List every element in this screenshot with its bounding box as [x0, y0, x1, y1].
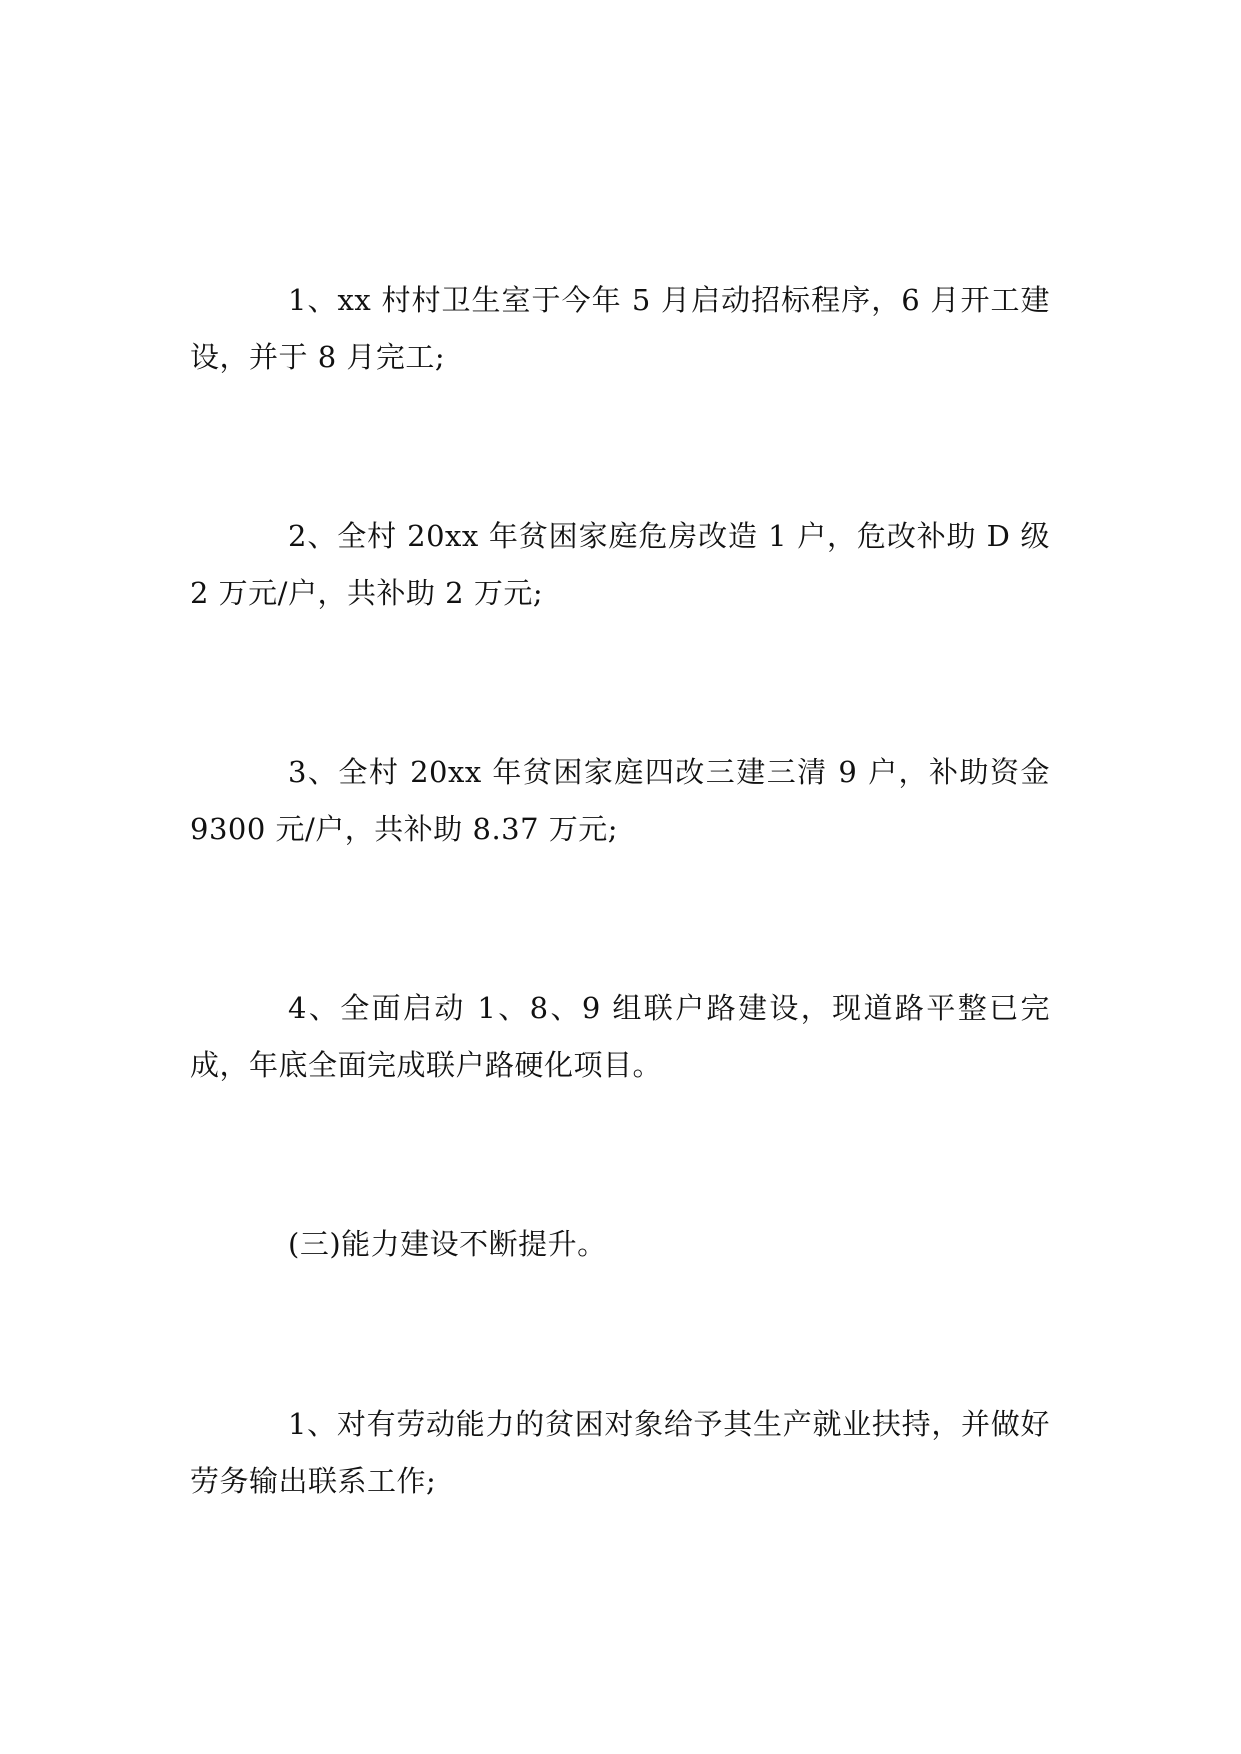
paragraph-dangerous-house-renovation: 2、全村 20xx 年贫困家庭危房改造 1 户，危改补助 D 级 2 万元/户，共补助 2 万元;: [190, 519, 1050, 610]
section-heading-capacity-building: (三)能力建设不断提升。: [288, 1227, 607, 1261]
paragraph-road-construction: 4、全面启动 1、8、9 组联户路建设，现道路平整已完成，年底全面完成联户路硬化项目。: [190, 991, 1050, 1082]
paragraph-four-reforms-subsidy: 3、全村 20xx 年贫困家庭四改三建三清 9 户，补助资金 9300 元/户，共补助 8.37 万元;: [190, 755, 1050, 846]
paragraph-village-clinic: 1、xx 村村卫生室于今年 5 月启动招标程序，6 月开工建设，并于 8 月完工;: [190, 283, 1050, 374]
paragraph-employment-support: 1、对有劳动能力的贫困对象给予其生产就业扶持，并做好劳务输出联系工作;: [190, 1407, 1050, 1498]
